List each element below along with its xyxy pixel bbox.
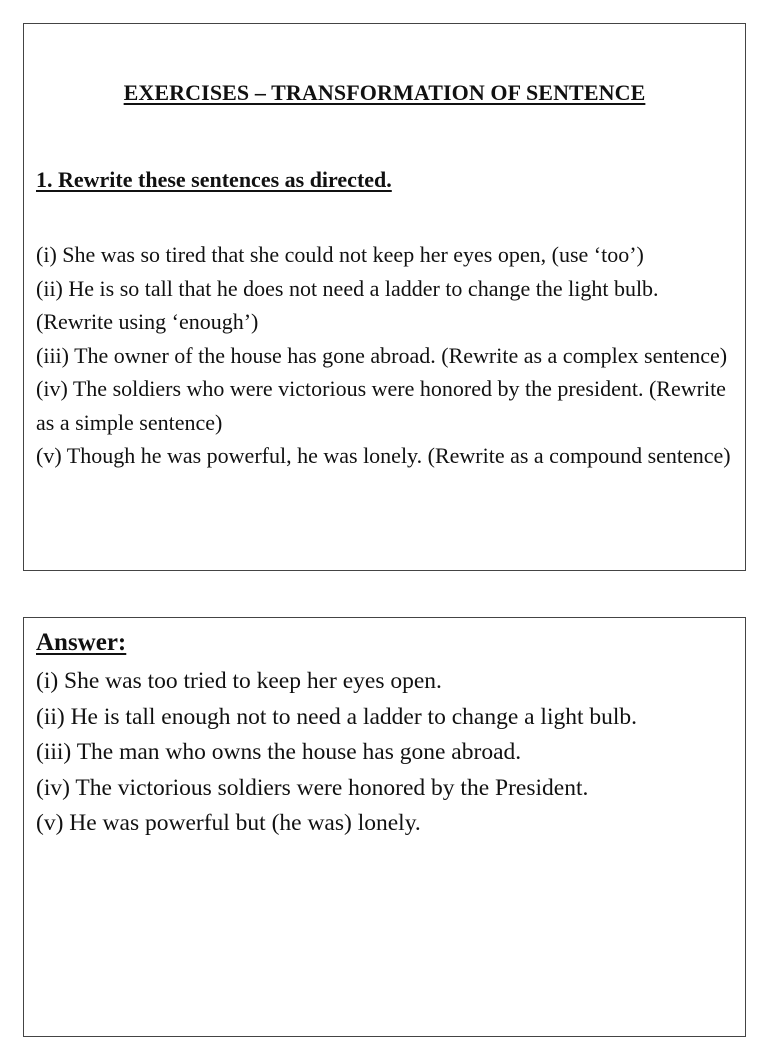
answer-item: (i) She was too tried to keep her eyes open. bbox=[36, 668, 442, 694]
answer-item: (ii) He is tall enough not to need a ladder to change a light bulb. bbox=[36, 703, 638, 730]
answer-box bbox=[23, 617, 746, 1037]
question-item: (iii) The owner of the house has gone abroad. (Rewrite as a complex sentence) bbox=[36, 342, 728, 368]
answer-item: (iv) The victorious soldiers were honored by the President. bbox=[36, 774, 589, 801]
question-item: (ii) He is so tall that he does not need a ladder to change the light bulb. (Rewrite using ‘enough’) bbox=[36, 275, 659, 334]
question-item: (iv) The soldiers who were victorious were honored by the president. (Rewrite as a simple sentence) bbox=[36, 376, 726, 435]
answer-heading: Answer: bbox=[36, 629, 127, 656]
question-list bbox=[36, 238, 738, 473]
question-item: (i) She was so tired that she could not keep her eyes open, (use ‘too’) bbox=[36, 242, 644, 267]
answer-list bbox=[36, 664, 738, 842]
section-heading: 1. Rewrite these sentences as directed. bbox=[36, 167, 392, 192]
answer-item: (v) He was powerful but (he was) lonely. bbox=[36, 810, 421, 836]
answer-item: (iii) The man who owns the house has gone abroad. bbox=[36, 739, 522, 765]
question-item: (v) Though he was powerful, he was lonely. (Rewrite as a compound sentence) bbox=[36, 443, 731, 468]
exercise-box bbox=[23, 23, 746, 571]
page-title: EXERCISES – TRANSFORMATION OF SENTENCE bbox=[123, 80, 646, 105]
